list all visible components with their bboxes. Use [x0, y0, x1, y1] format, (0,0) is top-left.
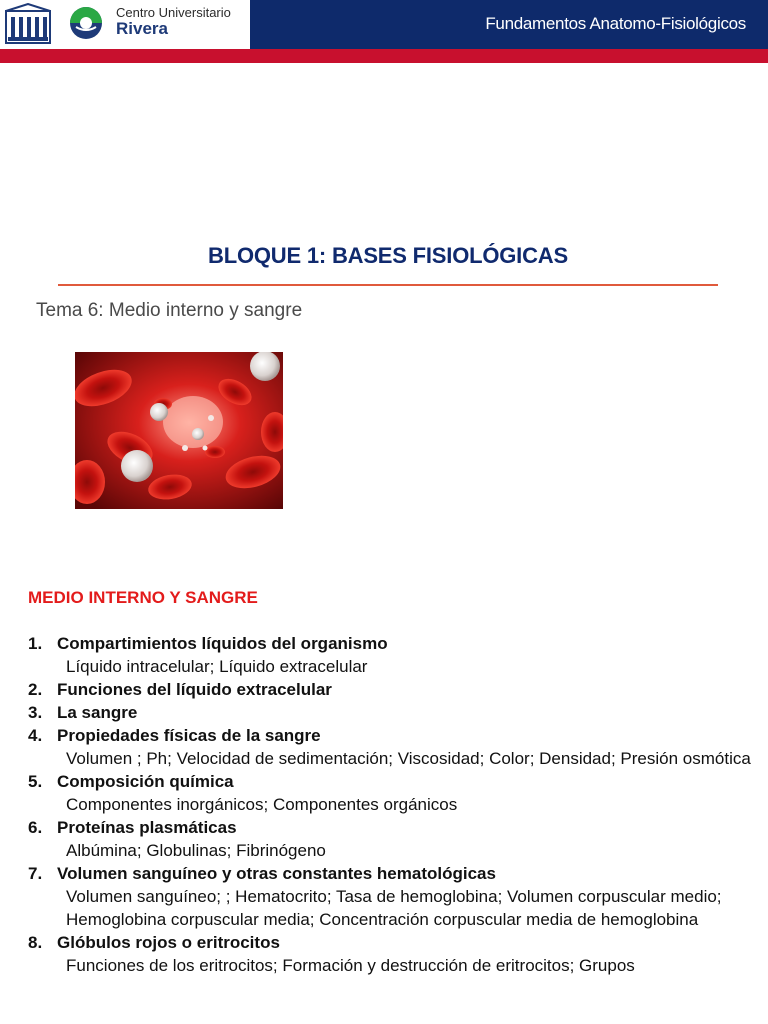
topic-title: Proteínas plasmáticas: [57, 818, 237, 837]
section-heading: MEDIO INTERNO Y SANGRE: [28, 588, 258, 607]
topic-title: Composición química: [57, 772, 234, 791]
logo-line-2: Rivera: [116, 19, 168, 38]
topic-heading: [28, 770, 763, 793]
topic-list: [28, 632, 763, 977]
topic-title: Volumen sanguíneo y otras constantes hematológicas: [57, 864, 496, 883]
topic-item: [28, 724, 763, 770]
topic-heading: [28, 862, 763, 885]
topic-detail: Volumen ; Ph; Velocidad de sedimentación; Viscosidad; Color; Densidad; Presión osmótica: [66, 749, 751, 768]
logo-line-1: Centro Universitario: [116, 5, 231, 20]
topic-item: [28, 632, 763, 678]
logo-area: [0, 0, 250, 49]
topic-item: [28, 701, 763, 724]
topic-heading: [28, 931, 763, 954]
topic-item: [28, 862, 763, 931]
header-red-band: [0, 49, 768, 63]
topic-number: 4.: [28, 726, 43, 745]
topic-detail: Líquido intracelular; Líquido extracelular: [66, 657, 368, 676]
topic-heading: [28, 816, 763, 839]
topic-heading: [28, 701, 763, 724]
topic-number: 1.: [28, 634, 43, 653]
university-crest-icon: [4, 3, 52, 45]
topic-detail: Componentes inorgánicos; Componentes orgánicos: [66, 795, 458, 814]
topic-title: Glóbulos rojos o eritrocitos: [57, 933, 280, 952]
page-header: [0, 0, 768, 64]
topic-item: [28, 931, 763, 977]
title-divider: [58, 284, 718, 286]
topic-heading: [28, 632, 763, 655]
centro-universitario-logo-icon: [66, 5, 106, 41]
topic-item: [28, 816, 763, 862]
topic-heading: [28, 678, 763, 701]
page-subtitle: Tema 6: Medio interno y sangre: [36, 300, 303, 321]
topic-item: [28, 678, 763, 701]
topic-title: Compartimientos líquidos del organismo: [57, 634, 388, 653]
header-bar: [250, 0, 768, 49]
topic-item: [28, 770, 763, 816]
blood-cells-image: [75, 352, 283, 509]
topic-number: 6.: [28, 818, 43, 837]
page-title: BLOQUE 1: BASES FISIOLÓGICAS: [208, 243, 568, 268]
topic-number: 5.: [28, 772, 43, 791]
topic-number: 8.: [28, 933, 43, 952]
topic-detail: Albúmina; Globulinas; Fibrinógeno: [66, 841, 326, 860]
topic-detail: Funciones de los eritrocitos; Formación y destrucción de eritrocitos; Grupos: [66, 956, 635, 975]
topic-number: 7.: [28, 864, 43, 883]
topic-title: Funciones del líquido extracelular: [57, 680, 332, 699]
topic-heading: [28, 724, 763, 747]
topic-number: 3.: [28, 703, 43, 722]
topic-title: La sangre: [57, 703, 138, 722]
topic-detail: Volumen sanguíneo; ; Hematocrito; Tasa de hemoglobina; Volumen corpuscular medio; Hemoglobina corpuscular media; Concentración corpuscular media de hemoglobina: [66, 887, 722, 929]
topic-title: Propiedades físicas de la sangre: [57, 726, 321, 745]
topic-number: 2.: [28, 680, 43, 699]
course-title: Fundamentos Anatomo-Fisiológicos: [485, 14, 746, 33]
